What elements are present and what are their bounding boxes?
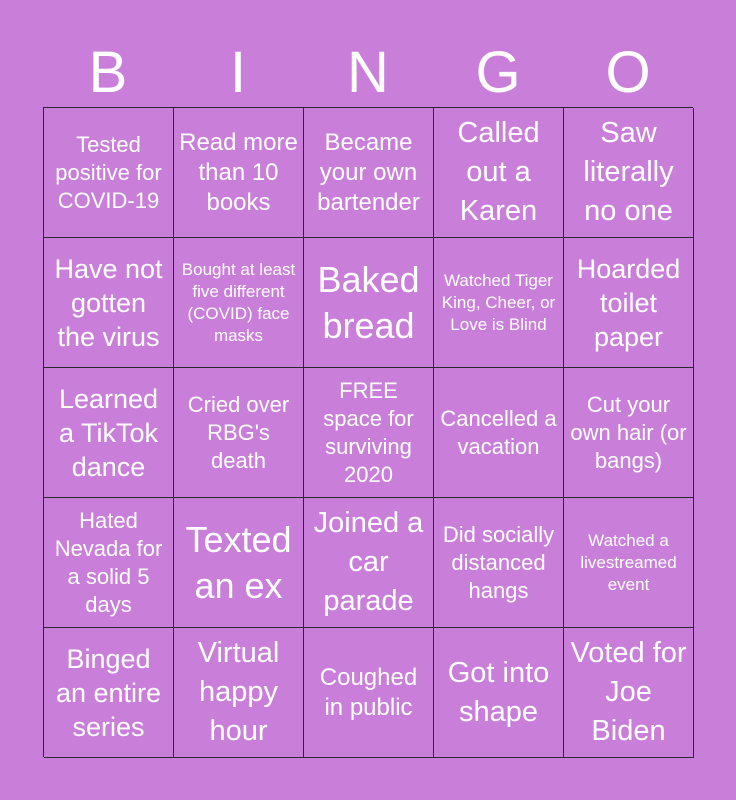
bingo-cell[interactable]: [564, 368, 694, 498]
cell-text: FREE space for surviving 2020: [323, 377, 414, 487]
cell-text: Learned a TikTok dance: [58, 383, 159, 482]
bingo-cell[interactable]: [434, 498, 564, 628]
cell-text: Voted for Joe Biden: [570, 637, 687, 747]
cell-text: Read more than 10 books: [179, 128, 298, 216]
bingo-cell[interactable]: [174, 108, 304, 238]
cell-text: Binged an entire series: [55, 643, 162, 742]
bingo-cell[interactable]: [174, 368, 304, 498]
bingo-cell[interactable]: [44, 238, 174, 368]
bingo-cell[interactable]: [564, 628, 694, 758]
bingo-header: [43, 38, 693, 108]
header-letter-i: I: [229, 40, 247, 105]
bingo-cell[interactable]: [44, 628, 174, 758]
bingo-cell[interactable]: [564, 108, 694, 238]
cell-text: Hoarded toilet paper: [576, 253, 681, 352]
header-letter-n: N: [347, 40, 389, 105]
bingo-cell[interactable]: [44, 108, 174, 238]
bingo-cell[interactable]: [564, 498, 694, 628]
free-space-cell[interactable]: [304, 368, 434, 498]
bingo-cell[interactable]: [44, 368, 174, 498]
bingo-cell[interactable]: [304, 628, 434, 758]
bingo-board: [43, 107, 693, 757]
cell-text: Cried over RBG's death: [187, 391, 290, 473]
cell-text: Tested positive for COVID-19: [55, 131, 162, 213]
bingo-cell[interactable]: [174, 238, 304, 368]
cell-text: Joined a car parade: [313, 507, 424, 617]
header-letter-b: B: [88, 40, 128, 105]
cell-text: Got into shape: [447, 656, 550, 728]
cell-text: Virtual happy hour: [197, 637, 280, 747]
cell-text: Called out a Karen: [457, 117, 540, 227]
bingo-cell[interactable]: [304, 108, 434, 238]
bingo-cell[interactable]: [304, 238, 434, 368]
cell-text: Cut your own hair (or bangs): [570, 391, 687, 473]
bingo-cell[interactable]: [434, 108, 564, 238]
cell-text: Became your own bartender: [317, 128, 420, 216]
bingo-cell[interactable]: [434, 368, 564, 498]
bingo-cell[interactable]: [174, 498, 304, 628]
cell-text: Bought at least five different (COVID) face masks: [181, 259, 296, 345]
bingo-cell[interactable]: [44, 498, 174, 628]
cell-text: Cancelled a vacation: [440, 405, 557, 459]
bingo-cell[interactable]: [304, 498, 434, 628]
cell-text: Did socially distanced hangs: [442, 521, 555, 603]
cell-text: Have not gotten the virus: [54, 253, 163, 352]
cell-text: Baked bread: [317, 258, 420, 346]
cell-text: Hated Nevada for a solid 5 days: [54, 507, 163, 617]
header-letter-g: G: [475, 40, 521, 105]
bingo-cell[interactable]: [434, 628, 564, 758]
bingo-cell[interactable]: [564, 238, 694, 368]
cell-text: Saw literally no one: [583, 117, 674, 227]
header-letter-o: O: [605, 40, 651, 105]
cell-text: Watched a livestreamed event: [580, 530, 677, 594]
cell-text: Texted an ex: [185, 518, 292, 606]
cell-text: Watched Tiger King, Cheer, or Love is Blind: [441, 270, 556, 334]
bingo-cell[interactable]: [174, 628, 304, 758]
cell-text: Coughed in public: [319, 663, 418, 721]
bingo-cell[interactable]: [434, 238, 564, 368]
